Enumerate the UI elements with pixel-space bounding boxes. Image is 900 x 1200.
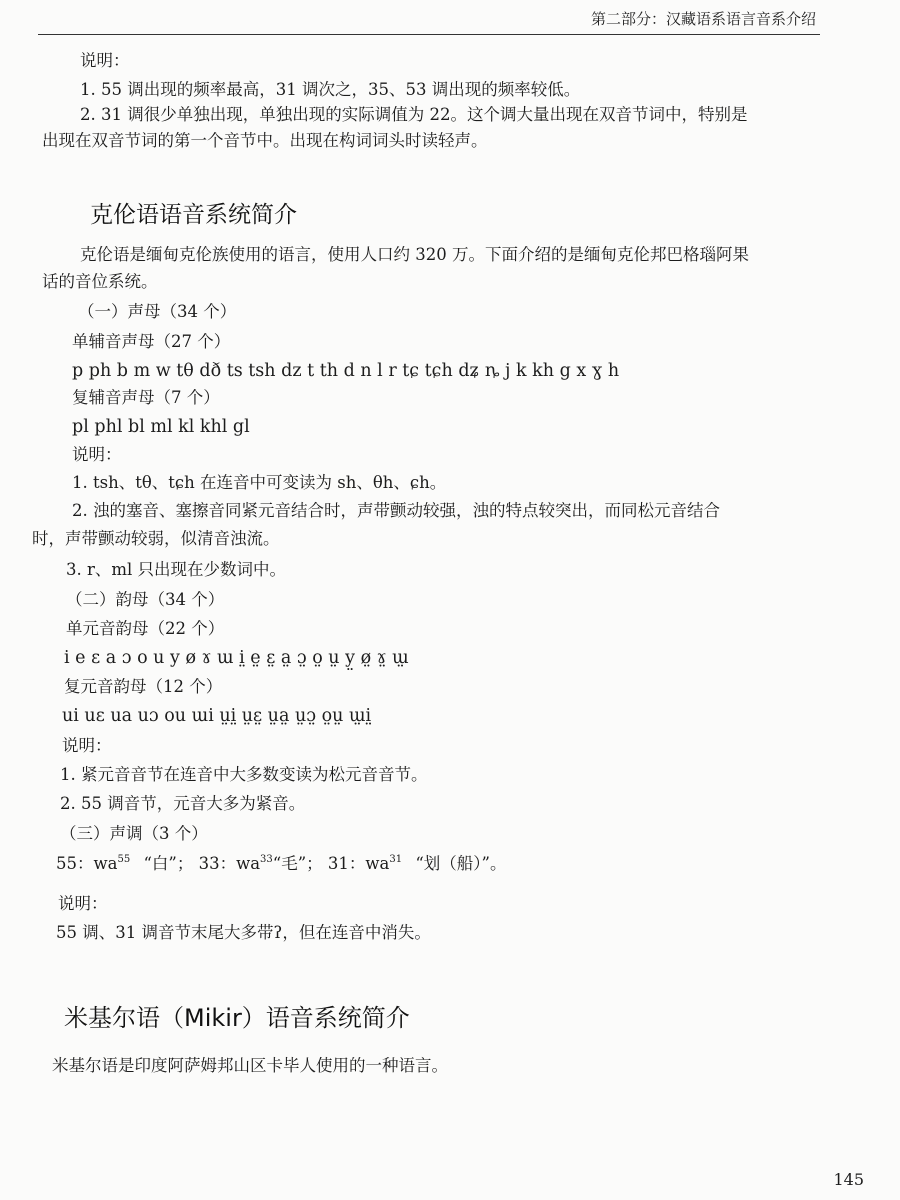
page-number: 145 [833, 1170, 864, 1189]
initials-note-3: 3. r、ml 只出现在少数词中。 [66, 560, 287, 579]
karen-intro-line-1: 克伦语是缅甸克伦族使用的语言，使用人口约 320 万。下面介绍的是缅甸克伦邦巴格瑙阿果 [80, 245, 749, 264]
tone-33-example: 33：wa [198, 854, 261, 873]
initials-note-1: 1. tsh、tθ、tɕh 在连音中可变读为 sh、θh、ɕh。 [72, 473, 447, 492]
tone-31-gloss: “划（船）”。 [415, 854, 507, 873]
running-header: 第二部分：汉藏语系语言音系介绍 [590, 10, 816, 28]
mikir-intro: 米基尔语是印度阿萨姆邦山区卡毕人使用的一种语言。 [52, 1056, 448, 1075]
diphthong-heading: 复元音韵母（12 个） [64, 677, 223, 696]
single-consonant-heading: 单辅音声母（27 个） [72, 332, 231, 351]
header-rule [38, 34, 820, 35]
note-item-2-line-2: 出现在双音节词的第一个音节中。出现在构词词头时读轻声。 [42, 131, 488, 150]
tone-examples [56, 853, 506, 875]
cluster-heading: 复辅音声母（7 个） [72, 388, 220, 407]
tones-note: 55 调、31 调音节末尾大多带ʔ，但在连音中消失。 [56, 923, 431, 942]
karen-intro-line-2: 话的音位系统。 [42, 272, 158, 291]
tone-33-gloss: “毛”； [272, 854, 323, 873]
diphthong-list: ui uɛ ua uɔ ou ɯi ṳi̤ ṳɛ̤ ṳa̤ ṳɔ̤ o̤ṳ ɯ̤i̤ [62, 706, 372, 726]
finals-note-1: 1. 紧元音音节在连音中大多数变读为松元音音节。 [60, 765, 428, 784]
note-item-1: 1. 55 调出现的频率最高，31 调次之，35、53 调出现的频率较低。 [80, 80, 581, 99]
tones-heading: （三）声调（3 个） [60, 824, 208, 843]
mikir-section-title: 米基尔语（Mikir）语音系统简介 [64, 1004, 410, 1032]
finals-heading: （二）韵母（34 个） [66, 590, 225, 609]
initials-note-label: 说明： [72, 445, 122, 464]
tone-33-superscript: 33 [260, 854, 273, 865]
finals-note-label: 说明： [62, 736, 112, 755]
note-label: 说明： [80, 51, 130, 70]
cluster-list: pl phl bl ml kl khl gl [72, 417, 250, 437]
finals-note-2: 2. 55 调音节，元音大多为紧音。 [60, 794, 306, 813]
monophthong-heading: 单元音韵母（22 个） [66, 619, 225, 638]
tone-55-superscript: 55 [117, 854, 131, 865]
tone-31-example: 31：wa [327, 854, 390, 873]
karen-section-title: 克伦语语音系统简介 [90, 202, 297, 228]
initials-note-2-line-1: 2. 浊的塞音、塞擦音同紧元音结合时，声带颤动较强，浊的特点较突出，而同松元音结合 [72, 501, 720, 520]
note-item-2-line-1: 2. 31 调很少单独出现，单独出现的实际调值为 22。这个调大量出现在双音节词中，特别是 [80, 105, 748, 124]
monophthong-list: i e ɛ a ɔ o u y ø ɤ ɯ i̤ e̤ ɛ̤ a̤ ɔ̤ o̤ ṳ y̤ ø̤ ɤ̤ ɯ̤ [64, 648, 409, 668]
initials-heading: （一）声母（34 个） [78, 302, 237, 321]
tone-55-example: 55：wa [56, 854, 118, 873]
initials-note-2-line-2: 时，声带颤动较弱，似清音浊流。 [32, 529, 280, 548]
tone-31-superscript: 31 [389, 854, 403, 865]
tones-note-label: 说明： [58, 894, 108, 913]
single-consonant-list: p ph b m w tθ dð ts tsh dz t th d n l r tɕ tɕh dʑ ȵ j k kh g x ɣ h [72, 361, 620, 381]
tone-55-gloss: “白”； [143, 854, 194, 873]
